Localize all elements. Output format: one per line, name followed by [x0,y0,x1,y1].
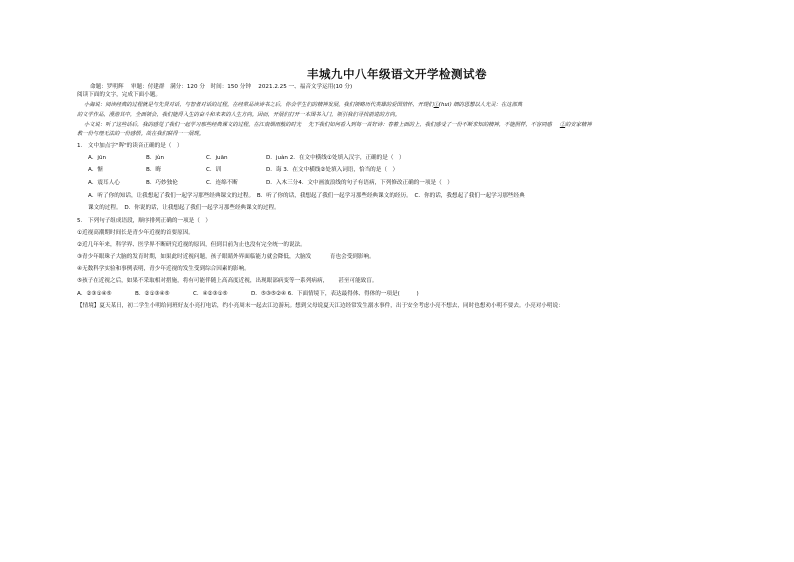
passage-text: (hui) 细的思想以人光灵：在这部典 [438,102,523,108]
question-5-stem: 5. 下列句子组成语段，顺序排列正确的一项是（ ） [77,218,211,224]
option-d: D．诲 3．在文中横线②处填入词语，恰当的是（ ） [266,167,399,173]
option-b: B．巧妙独伦 [146,180,178,186]
question-4-options-line-1: A．听了你的知话，让我想起了我们一起学习那些经典课文的过程。 B．听了你的话，我想起了我们一起学习那些经典课文的经历。 C．你的话，我想起了我们一起学习那些经典 [88,193,525,199]
exam-title: 丰城九中八年级语文开学检测试卷 [307,67,487,81]
passage-line-1 [84,102,522,109]
exam-header-info: 命题：罗明辉 审题：付建群 满分：120 分 时间：150 分钟 2021.2.25 一、福音文学运用(10 分) [90,84,353,90]
passage-text: 的安家精神 [565,122,592,128]
option-c: C．连绵不断 [206,180,238,186]
option-b: B．②①③④⑤ [135,291,170,297]
option-c: C．训 [206,167,222,173]
option-d: D．juàn 2．在文中横线①处填入汉字，正确的是（ ） [266,155,405,161]
option-a: A．震耳人心 [88,180,120,186]
reading-instruction: 阅读下面的文字，完成下面小题。 [77,92,161,98]
sentence-3: ③青少年眼珠子大脑的发育时期，如果此时近视问题，孩子眼睛外界面临能力就会降低，大脑发 育也会受到影响。 [77,254,375,260]
sentence-1: ①近视高潮期时间长是青少年近视的首要原因。 [77,230,194,236]
option-d: D．入木三分4．文中画波浪线的句子有语病，下列修改正确的一项是（ ） [266,180,453,186]
option-a: A．jūn [88,155,107,161]
option-b: B．jùn [146,155,165,161]
passage-line-3 [84,122,592,129]
sentence-2: ②近几年年来，科学界、医学界不断研究近视的原因，但到目前为止也没有完全统一的说法。 [77,242,306,248]
question-4-options-line-2: 课文的过程。 D．你说的话，让我想起了我们一起学习那些经典课文的过程。 [88,205,280,211]
passage-text: 小文说：听了这些话后，我的感觉了我们一起学习那些经典课文的过程。在江南烟雨般的时光 先下我们如何看入到每一首好诗：春着上面的上，我们感受了一份不断求知的精神，不能照样，不容同感 [84,122,552,128]
sentence-5: ⑤孩子在近视之后，如果不采取相对措施，将有可能伴随上高高度近视，出现眼部病变等一系列病病， 甚至可能致盲。 [77,278,378,284]
question-2-options [88,167,398,174]
option-d: D．⑤③⑤②④ 6．下面情境下，表达最得体、得体的一项是( ) [251,291,419,297]
question-1-options [88,155,405,162]
question-3-options [88,180,453,187]
passage-line-2: 的文学作品，漫游其中，全面领会，我们能得入生的奋斗和未来的人生方向。因而，开展们打开一本图书入门，领引我们寻找前进的方向。 [77,112,401,118]
option-a: A．惭 [88,167,104,173]
blank-marker-1: ① [433,102,439,108]
question-5-options [77,291,419,298]
blank-marker-2: ② [559,122,566,128]
passage-line-4: 教一份与理无法的一份感悟。故在我们联得一一展现。 [77,131,205,137]
option-b: B．晦 [146,167,162,173]
question-1-stem: 1. 文中加点字"晖"的读音正确的是（ ） [77,143,183,149]
sentence-4: ④无数科学实验和事例表明，青少年近视的发生受到综合因素的影响。 [77,266,250,272]
passage-text: 小海说：阅读经典的过程就是与先贤对话，与智者对话的过程。在经常品读诗书之后，你会学生们的精神发展。我们领略历代英雄的爱国情怀，开现们 [84,102,434,108]
option-a: A．②③①④⑤ [77,291,112,297]
option-c: C．④②③①⑤ [193,291,228,297]
option-c: C．juān [206,155,228,161]
question-6-context: 【情境】夏天某日，初二学生小明给同班好友小亮打电话，约小亮周末一起去江边游玩。想到父母说夏天江边经常发生溺水事件，出于安全考虑小亮不想去，同时也想劝小明不要去。小亮对小明说： [77,303,564,309]
